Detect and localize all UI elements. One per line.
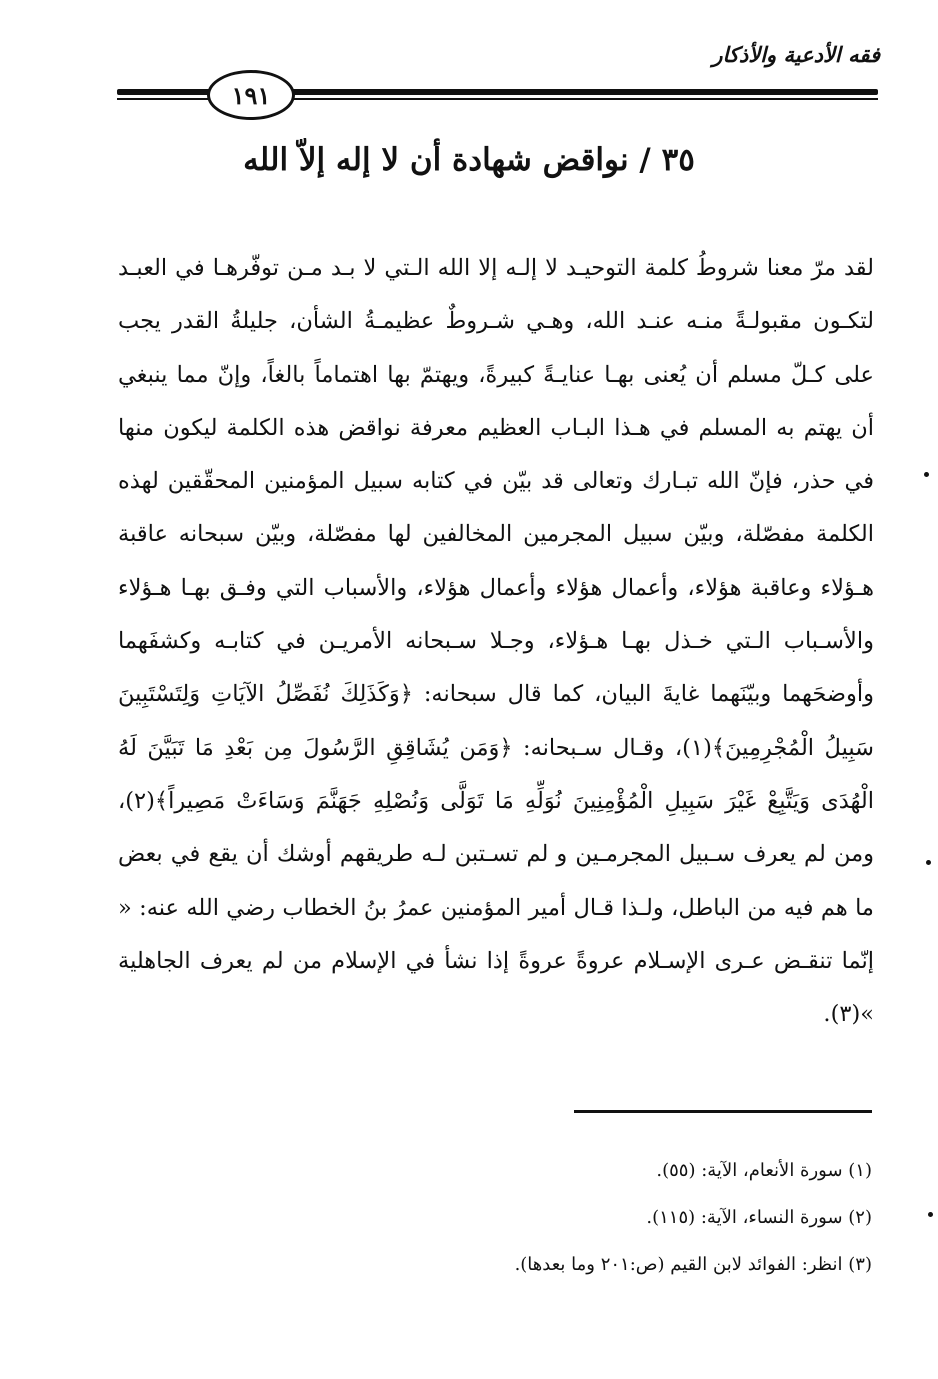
chapter-title: ٣٥ / نواقض شهادة أن لا إله إلاّ الله — [243, 142, 695, 178]
page-number-oval — [207, 70, 295, 120]
footnotes — [112, 1147, 872, 1288]
page-number: ١٩١ — [231, 80, 271, 110]
footnote-separator — [574, 1110, 872, 1113]
scan-speck — [924, 472, 929, 477]
scan-speck — [926, 860, 931, 865]
body-text — [118, 242, 874, 1041]
footnote-1: (١) سورة الأنعام، الآية: (٥٥). — [656, 1160, 872, 1181]
footnote-3: (٣) انظر: الفوائد لابن القيم (ص:٢٠١ وما بعدها). — [514, 1254, 872, 1275]
footnote-2: (٢) سورة النساء، الآية: (١١٥). — [646, 1207, 872, 1228]
scan-speck — [928, 1212, 933, 1217]
running-header-title: فقه الأدعية والأذكار — [712, 42, 880, 67]
body-paragraph: لقد مرّ معنا شروطُ كلمة التوحيـد لا إلـه إلا الله الـتي لا بـد مـن توفّرهـا في العبـد لتكـون مقبولـةً منـه عنـد الله، وهـي شـروطٌ عظيمـةُ الشأن، جليلةُ القدر يجب على كـلّ مسلم أن يُعنى بهـا عنايـةً كبيرةً، ويهتمّ بها اهتماماً بالغاً، وإنّ مما ينبغي أن يهتم به المسلم في هـذا البـاب العظيم معرفة نواقض هذه الكلمة ليكون منها في حذر، فإنّ الله تبـارك وتعالى قد بيّن في كتابه سبيل المؤمنين المحقّقين لهذه الكلمة مفصّلة، وبيّن سبيل المجرمين المخالفين لها مفصّلة، وبيّن سبحانه عاقبة هـؤلاء وعاقبة هؤلاء، وأعمال هؤلاء وأعمال هؤلاء، والأسباب التي وفـق بهـا هـؤلاء والأسـباب الـتي خـذل بهـا هـؤلاء، وجـلا سـبحانه الأمريـن في كتابـه وكشفَهما وأوضحَهما وبيّنَهما غايةَ البيان، كما قال سبحانه: ﴿وَكَذَلِكَ نُفَصِّلُ الآيَاتِ وَلِتَسْتَبِينَ سَبِيلُ الْمُجْرِمِينَ﴾(١)، وقـال سـبحانه: ﴿وَمَن يُشَاقِقِ الرَّسُولَ مِن بَعْدِ مَا تَبَيَّنَ لَهُ الْهُدَى وَيَتَّبِعْ غَيْرَ سَبِيلِ الْمُؤْمِنِينَ نُوَلِّهِ مَا تَوَلَّى وَنُصْلِهِ جَهَنَّمَ وَسَاءَتْ مَصِيراً﴾(٢)، ومن لم يعرف سـبيل المجرمـين و لم تسـتبن لـه طريقهم أوشك أن يقع في بعض ما هم فيه من الباطل، ولـذا قـال أمير المؤمنين عمرُ بنُ الخطاب رضي الله عنه: « إنّما تنقـض عـرى الإسـلام عروةً عروةً إذا نشأ في الإسلام من لم يعرف الجاهلية »(٣). — [118, 255, 874, 1028]
